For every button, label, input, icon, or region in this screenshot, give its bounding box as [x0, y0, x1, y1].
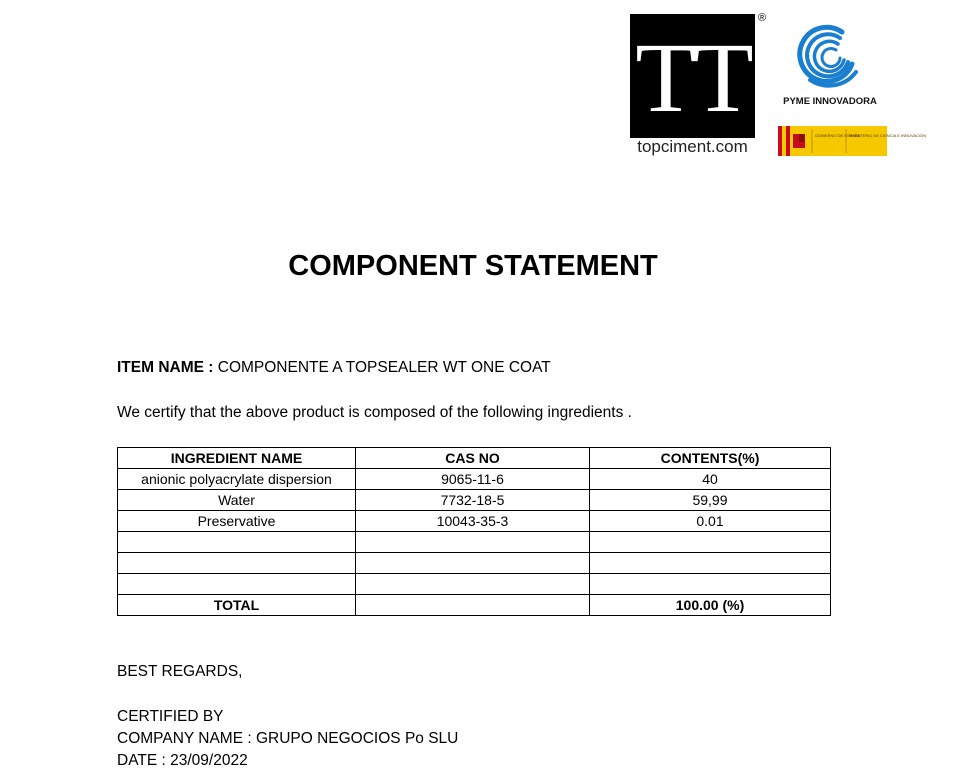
total-cas-cell [356, 595, 590, 616]
document-date: DATE : 23/09/2022 [117, 752, 248, 769]
cas-no-cell [356, 532, 590, 553]
topciment-caption: topciment.com [637, 137, 748, 156]
topciment-logo [630, 14, 755, 138]
contents-cell [590, 574, 831, 595]
contents-cell: 0.01 [590, 511, 831, 532]
registered-mark: ® [758, 12, 767, 24]
company-name: COMPANY NAME : GRUPO NEGOCIOS Po SLU [117, 730, 459, 747]
gov-text-line-1: GOBIERNO DE ESPAÑA [815, 133, 861, 138]
table-header-row [118, 448, 831, 469]
closing-regards: BEST REGARDS, [117, 663, 243, 680]
gobierno-espana-logo [778, 126, 927, 156]
header-cas-no: CAS NO [356, 448, 590, 469]
contents-cell: 59,99 [590, 490, 831, 511]
contents-cell [590, 532, 831, 553]
ingredient-name-cell [118, 532, 356, 553]
ingredient-name-cell: anionic polyacrylate dispersion [118, 469, 356, 490]
table-row [118, 469, 831, 490]
header-contents: CONTENTS(%) [590, 448, 831, 469]
table-row-empty [118, 553, 831, 574]
item-name-label: ITEM NAME : [117, 359, 214, 376]
pyme-innovadora-label: PYME INNOVADORA [783, 96, 877, 107]
header-ingredient-name: INGREDIENT NAME [118, 448, 356, 469]
ingredient-name-cell [118, 574, 356, 595]
tt-logo-letters: TT [635, 22, 750, 133]
contents-cell [590, 553, 831, 574]
table-row-empty [118, 532, 831, 553]
ingredient-name-cell: Preservative [118, 511, 356, 532]
document-title: COMPONENT STATEMENT [288, 250, 658, 282]
total-label: TOTAL [118, 595, 356, 616]
table-total-row [118, 595, 831, 616]
table-row-empty [118, 574, 831, 595]
cas-no-cell [356, 574, 590, 595]
cas-no-cell [356, 553, 590, 574]
total-value: 100.00 (%) [590, 595, 831, 616]
ingredient-name-cell: Water [118, 490, 356, 511]
cas-no-cell: 7732-18-5 [356, 490, 590, 511]
ingredient-name-cell [118, 553, 356, 574]
contents-cell: 40 [590, 469, 831, 490]
pyme-innovadora-logo-icon [790, 14, 870, 94]
item-name-line [117, 359, 551, 377]
ingredients-table [117, 447, 831, 616]
table-row [118, 511, 831, 532]
gov-text-line-2: MINISTERIO DE CIENCIA E INNOVACIÓN [849, 133, 927, 138]
table-row [118, 490, 831, 511]
cas-no-cell: 10043-35-3 [356, 511, 590, 532]
cas-no-cell: 9065-11-6 [356, 469, 590, 490]
item-name-value: COMPONENTE A TOPSEALER WT ONE COAT [213, 359, 551, 376]
certification-statement: We certify that the above product is composed of the following ingredients . [117, 404, 632, 421]
certified-by: CERTIFIED BY [117, 708, 224, 725]
